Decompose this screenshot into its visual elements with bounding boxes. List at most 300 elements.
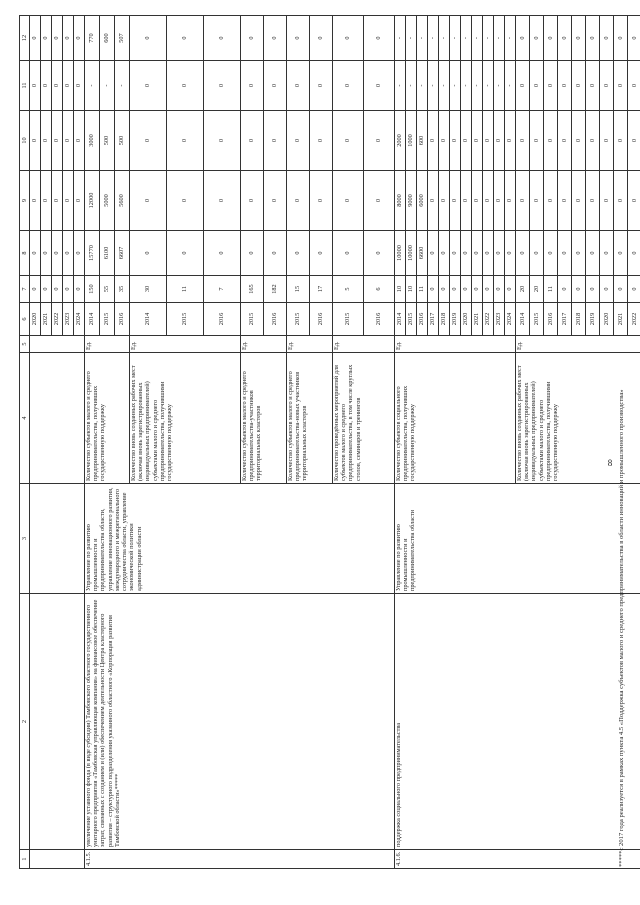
indicator-name: Количество субъектов малого и среднего предпринимательства-участников территориальных кластеров — [241, 353, 287, 484]
value-cell: 600 — [100, 16, 115, 61]
year-cell: 2021 — [614, 303, 628, 336]
value-cell: 0 — [310, 16, 333, 61]
value-cell: - — [494, 16, 505, 61]
value-cell: 0 — [41, 276, 52, 303]
value-cell: 0 — [364, 16, 395, 61]
value-cell: 0 — [586, 276, 600, 303]
value-cell: 0 — [287, 171, 310, 231]
year-cell: 2015 — [333, 303, 364, 336]
value-cell: - — [406, 16, 417, 61]
value-cell: 0 — [483, 111, 494, 171]
value-cell: 0 — [310, 171, 333, 231]
table-row — [395, 16, 406, 869]
value-cell: 0 — [450, 231, 461, 276]
value-cell: 0 — [572, 231, 586, 276]
value-cell: 0 — [130, 61, 167, 111]
value-cell: 0 — [41, 111, 52, 171]
value-cell: 0 — [74, 276, 85, 303]
value-cell: 0 — [628, 231, 640, 276]
value-cell: 11 — [167, 276, 204, 303]
value-cell: 0 — [167, 16, 204, 61]
value-cell: 0 — [516, 171, 530, 231]
value-cell: 0 — [614, 231, 628, 276]
value-cell: 0 — [52, 171, 63, 231]
year-cell: 2022 — [52, 303, 63, 336]
value-cell: 3000 — [85, 111, 100, 171]
value-cell: 0 — [586, 111, 600, 171]
footnote: *****с 2017 года реализуется в рамках пункта 4.5 «Поддержка субъектов малого и среднего предпринимательства в области инноваций и промышленного производства» — [618, 389, 625, 867]
value-cell: 0 — [600, 231, 614, 276]
value-cell: 5000 — [100, 171, 115, 231]
value-cell: 0 — [428, 231, 439, 276]
value-cell: 0 — [628, 111, 640, 171]
value-cell: 17 — [310, 276, 333, 303]
page-number: 8 — [607, 457, 613, 468]
header-cell: 4 — [20, 353, 30, 484]
value-cell: 507 — [115, 16, 130, 61]
value-cell: - — [505, 61, 516, 111]
value-cell: 182 — [264, 276, 287, 303]
value-cell: 0 — [600, 16, 614, 61]
year-cell: 2023 — [494, 303, 505, 336]
value-cell: - — [417, 16, 428, 61]
year-cell: 2020 — [30, 303, 41, 336]
value-cell: 0 — [74, 111, 85, 171]
value-cell: - — [483, 61, 494, 111]
year-cell: 2014 — [516, 303, 530, 336]
section-number: 4.1.5. — [85, 850, 395, 869]
year-cell: 2024 — [74, 303, 85, 336]
value-cell: 0 — [30, 231, 41, 276]
value-cell: 20 — [530, 276, 544, 303]
value-cell: 0 — [63, 276, 74, 303]
value-cell: 0 — [167, 61, 204, 111]
value-cell: - — [483, 16, 494, 61]
year-cell: 2023 — [63, 303, 74, 336]
year-cell: 2015 — [530, 303, 544, 336]
value-cell: - — [395, 16, 406, 61]
value-cell: 0 — [364, 111, 395, 171]
value-cell: 0 — [41, 16, 52, 61]
indicator-name: Количество субъектов социального предпринимательства, получивших государственную поддержку — [395, 353, 516, 484]
section-name: увеличение уставного фонда (в виде субсидии) Тамбовского областного государственного унитарного предприятия «Тамбовская управляющая компания» на финансовое обеспечение затрат, связанных с созданием и (или) обеспечением деятельности Центра кластерного развития – структурного подразделения указанного областного «Корпорация развития Тамбовской области»***** — [85, 594, 395, 850]
value-cell: 0 — [63, 16, 74, 61]
value-cell: 0 — [52, 276, 63, 303]
year-cell: 2016 — [544, 303, 558, 336]
year-cell: 2016 — [204, 303, 241, 336]
value-cell: 0 — [287, 231, 310, 276]
value-cell: - — [406, 61, 417, 111]
table-row — [30, 16, 41, 869]
header-cell: 7 — [20, 276, 30, 303]
year-cell: 2019 — [586, 303, 600, 336]
year-cell: 2015 — [287, 303, 310, 336]
value-cell: 0 — [461, 231, 472, 276]
value-cell: 770 — [85, 16, 100, 61]
value-cell: 0 — [450, 171, 461, 231]
value-cell: 0 — [264, 61, 287, 111]
value-cell: 0 — [472, 231, 483, 276]
year-cell: 2018 — [439, 303, 450, 336]
value-cell: 0 — [428, 276, 439, 303]
value-cell: 0 — [628, 16, 640, 61]
value-cell: 0 — [572, 61, 586, 111]
value-cell: 0 — [558, 276, 572, 303]
value-cell: 0 — [204, 61, 241, 111]
value-cell: 0 — [558, 171, 572, 231]
year-cell: 2017 — [558, 303, 572, 336]
value-cell: 0 — [52, 231, 63, 276]
value-cell: 0 — [41, 61, 52, 111]
value-cell: - — [439, 61, 450, 111]
value-cell: - — [85, 61, 100, 111]
indicator-name: Количество субъектов малого и среднего предпринимательства, получивших государственную поддержку — [85, 353, 130, 484]
value-cell: - — [472, 61, 483, 111]
value-cell: 0 — [74, 171, 85, 231]
value-cell: 0 — [472, 276, 483, 303]
value-cell: 0 — [628, 276, 640, 303]
value-cell: 0 — [558, 111, 572, 171]
value-cell: 11 — [417, 276, 428, 303]
value-cell: 0 — [439, 231, 450, 276]
value-cell: 0 — [505, 231, 516, 276]
value-cell: 0 — [628, 61, 640, 111]
value-cell: 0 — [74, 231, 85, 276]
value-cell: 0 — [472, 111, 483, 171]
year-cell: 2019 — [450, 303, 461, 336]
value-cell: 0 — [167, 231, 204, 276]
value-cell: 0 — [204, 111, 241, 171]
value-cell: 0 — [41, 171, 52, 231]
year-cell: 2015 — [406, 303, 417, 336]
value-cell: 0 — [530, 61, 544, 111]
value-cell: 0 — [52, 111, 63, 171]
value-cell: 0 — [461, 171, 472, 231]
header-cell: 10 — [20, 111, 30, 171]
empty-cell — [30, 484, 85, 594]
value-cell: 0 — [505, 111, 516, 171]
value-cell: 0 — [167, 171, 204, 231]
value-cell: 0 — [130, 111, 167, 171]
value-cell: 0 — [310, 111, 333, 171]
value-cell: 0 — [494, 111, 505, 171]
year-cell: 2021 — [41, 303, 52, 336]
value-cell: 10 — [395, 276, 406, 303]
year-cell: 2024 — [505, 303, 516, 336]
value-cell: 55 — [100, 276, 115, 303]
value-cell: 0 — [439, 276, 450, 303]
value-cell: 0 — [130, 231, 167, 276]
year-cell: 2021 — [472, 303, 483, 336]
value-cell: 0 — [614, 61, 628, 111]
value-cell: 6100 — [100, 231, 115, 276]
value-cell: 0 — [530, 111, 544, 171]
value-cell: 6 — [364, 276, 395, 303]
indicator-name: Количество вновь созданных рабочих мест (включая вновь зарегистрированных индивидуальных предпринимателей) субъектами малого и среднего предпринимательства, получившими государственную поддержку — [130, 353, 241, 484]
year-cell: 2016 — [264, 303, 287, 336]
value-cell: 5600 — [115, 171, 130, 231]
indicator-unit: Ед. — [130, 336, 241, 353]
value-cell: 1000 — [406, 111, 417, 171]
value-cell: 0 — [505, 171, 516, 231]
value-cell: 0 — [586, 231, 600, 276]
value-cell: 0 — [530, 16, 544, 61]
year-cell: 2015 — [167, 303, 204, 336]
header-cell: 9 — [20, 171, 30, 231]
value-cell: 5 — [333, 276, 364, 303]
indicator-unit: Ед. — [241, 336, 287, 353]
year-cell: 2020 — [461, 303, 472, 336]
value-cell: 0 — [439, 111, 450, 171]
value-cell: 0 — [30, 111, 41, 171]
empty-cell — [30, 353, 85, 484]
value-cell: 0 — [558, 231, 572, 276]
empty-cell — [30, 594, 85, 850]
program-table — [19, 15, 640, 869]
value-cell: 10000 — [406, 231, 417, 276]
value-cell: 0 — [600, 61, 614, 111]
value-cell: 0 — [516, 231, 530, 276]
value-cell: 0 — [241, 16, 264, 61]
value-cell: 0 — [30, 276, 41, 303]
value-cell: 0 — [461, 276, 472, 303]
value-cell: 0 — [30, 16, 41, 61]
value-cell: 12000 — [85, 171, 100, 231]
value-cell: 0 — [494, 231, 505, 276]
empty-cell — [30, 850, 85, 869]
value-cell: 0 — [287, 16, 310, 61]
year-cell: 2022 — [628, 303, 640, 336]
program-table-wrapper — [19, 16, 640, 869]
value-cell: 0 — [530, 171, 544, 231]
value-cell: 0 — [310, 61, 333, 111]
value-cell: 0 — [30, 171, 41, 231]
value-cell: 6000 — [417, 171, 428, 231]
table-row — [85, 16, 100, 869]
value-cell: 0 — [287, 61, 310, 111]
year-cell: 2016 — [364, 303, 395, 336]
value-cell: 7 — [204, 276, 241, 303]
value-cell: 10 — [406, 276, 417, 303]
section-name: поддержка социального предпринимательства — [395, 594, 640, 850]
value-cell: 0 — [586, 61, 600, 111]
value-cell: 30 — [130, 276, 167, 303]
value-cell: 0 — [333, 111, 364, 171]
value-cell: 0 — [41, 231, 52, 276]
value-cell: 0 — [572, 16, 586, 61]
value-cell: 0 — [516, 111, 530, 171]
value-cell: 0 — [544, 231, 558, 276]
value-cell: 0 — [483, 171, 494, 231]
value-cell: 0 — [52, 61, 63, 111]
value-cell: - — [461, 61, 472, 111]
value-cell: 0 — [63, 61, 74, 111]
value-cell: 0 — [483, 231, 494, 276]
value-cell: 0 — [264, 171, 287, 231]
value-cell: - — [461, 16, 472, 61]
indicator-unit: Ед. — [516, 336, 640, 353]
value-cell: 0 — [130, 171, 167, 231]
value-cell: 0 — [30, 61, 41, 111]
value-cell: 0 — [204, 16, 241, 61]
value-cell: 0 — [572, 111, 586, 171]
value-cell: 0 — [364, 61, 395, 111]
value-cell: 0 — [558, 61, 572, 111]
header-cell: 6 — [20, 303, 30, 336]
value-cell: 0 — [530, 231, 544, 276]
header-cell: 8 — [20, 231, 30, 276]
year-cell: 2014 — [395, 303, 406, 336]
value-cell: - — [472, 16, 483, 61]
value-cell: - — [439, 16, 450, 61]
value-cell: 15 — [287, 276, 310, 303]
value-cell: 0 — [333, 16, 364, 61]
value-cell: 150 — [85, 276, 100, 303]
year-cell: 2015 — [100, 303, 115, 336]
value-cell: - — [494, 61, 505, 111]
value-cell: 0 — [572, 171, 586, 231]
value-cell: 0 — [494, 171, 505, 231]
value-cell: - — [115, 61, 130, 111]
value-cell: 0 — [572, 276, 586, 303]
header-cell: 3 — [20, 484, 30, 594]
indicator-name: Количество субъектов малого и среднего предпринимательства-новых участников территориальных кластеров — [287, 353, 333, 484]
year-cell: 2015 — [241, 303, 264, 336]
value-cell: - — [505, 16, 516, 61]
value-cell: 0 — [544, 16, 558, 61]
value-cell: 0 — [461, 111, 472, 171]
header-row — [20, 16, 30, 869]
value-cell: 0 — [167, 111, 204, 171]
value-cell: 10000 — [395, 231, 406, 276]
value-cell: 0 — [241, 111, 264, 171]
header-cell: 12 — [20, 16, 30, 61]
value-cell: - — [428, 16, 439, 61]
value-cell: 9000 — [406, 171, 417, 231]
value-cell: 0 — [241, 171, 264, 231]
value-cell: 0 — [310, 231, 333, 276]
value-cell: 165 — [241, 276, 264, 303]
value-cell: - — [450, 61, 461, 111]
value-cell: 0 — [600, 111, 614, 171]
year-cell: 2016 — [310, 303, 333, 336]
value-cell: 0 — [241, 231, 264, 276]
header-cell: 5 — [20, 336, 30, 353]
value-cell: 0 — [428, 171, 439, 231]
value-cell: 0 — [364, 171, 395, 231]
value-cell: 0 — [558, 16, 572, 61]
value-cell: 0 — [63, 231, 74, 276]
indicator-unit: Ед. — [287, 336, 333, 353]
value-cell: 20 — [516, 276, 530, 303]
indicator-name: Количество вновь созданных рабочих мест (включая вновь зарегистрированных индивидуальных предпринимателей) субъектами малого и среднего предпринимательства, получившими государственную поддержку — [516, 353, 640, 484]
value-cell: 0 — [204, 231, 241, 276]
value-cell: 500 — [100, 111, 115, 171]
value-cell: 0 — [63, 111, 74, 171]
value-cell: 11 — [544, 276, 558, 303]
value-cell: 0 — [428, 111, 439, 171]
empty-cell — [30, 336, 85, 353]
value-cell: 0 — [450, 111, 461, 171]
header-cell: 2 — [20, 594, 30, 850]
value-cell: 0 — [483, 276, 494, 303]
year-cell: 2016 — [417, 303, 428, 336]
indicator-name: Количество проведённых мероприятий для субъектов малого и среднего предпринимательства, в том числе круглых столов, семинаров и тренингов — [333, 353, 395, 484]
value-cell: 0 — [472, 171, 483, 231]
value-cell: 0 — [333, 171, 364, 231]
year-cell: 2022 — [483, 303, 494, 336]
value-cell: 0 — [264, 231, 287, 276]
value-cell: - — [450, 16, 461, 61]
value-cell: 0 — [74, 16, 85, 61]
section-number: 4.1.6. — [395, 850, 640, 869]
header-cell: 11 — [20, 61, 30, 111]
value-cell: 0 — [74, 61, 85, 111]
value-cell: 6600 — [417, 231, 428, 276]
year-cell: 2020 — [600, 303, 614, 336]
value-cell: 35 — [115, 276, 130, 303]
year-cell: 2018 — [572, 303, 586, 336]
value-cell: 0 — [264, 16, 287, 61]
value-cell: 0 — [614, 111, 628, 171]
value-cell: 0 — [600, 171, 614, 231]
value-cell: - — [428, 61, 439, 111]
year-cell: 2017 — [428, 303, 439, 336]
indicator-unit: Ед. — [85, 336, 130, 353]
year-cell: 2014 — [130, 303, 167, 336]
value-cell: 0 — [494, 276, 505, 303]
value-cell: 0 — [450, 276, 461, 303]
value-cell: 0 — [333, 61, 364, 111]
value-cell: - — [395, 61, 406, 111]
value-cell: 2000 — [395, 111, 406, 171]
value-cell: 0 — [241, 61, 264, 111]
table-body — [30, 16, 640, 869]
value-cell: 0 — [364, 231, 395, 276]
value-cell: 0 — [505, 276, 516, 303]
indicator-unit: Ед. — [395, 336, 516, 353]
value-cell: 0 — [52, 16, 63, 61]
section-executor: Управление по развитию промышленности и предпринимательства области, управление инновационного развития, международного и межрегионального сотрудничества области, управление экономической политики администрации области — [85, 484, 395, 594]
value-cell: - — [417, 61, 428, 111]
value-cell: 500 — [115, 111, 130, 171]
value-cell: 0 — [586, 171, 600, 231]
value-cell: 0 — [544, 171, 558, 231]
year-cell: 2016 — [115, 303, 130, 336]
value-cell: 0 — [614, 171, 628, 231]
value-cell: 0 — [614, 276, 628, 303]
value-cell: 0 — [204, 171, 241, 231]
value-cell: 0 — [600, 276, 614, 303]
value-cell: 0 — [130, 16, 167, 61]
value-cell: 6607 — [115, 231, 130, 276]
value-cell: 0 — [439, 171, 450, 231]
value-cell: 0 — [516, 16, 530, 61]
value-cell: 0 — [614, 16, 628, 61]
value-cell: 0 — [264, 111, 287, 171]
value-cell: 0 — [287, 111, 310, 171]
value-cell: 600 — [417, 111, 428, 171]
value-cell: 15770 — [85, 231, 100, 276]
value-cell: 0 — [544, 111, 558, 171]
value-cell: 0 — [628, 171, 640, 231]
value-cell: 0 — [586, 16, 600, 61]
value-cell: 8000 — [395, 171, 406, 231]
header-cell: 1 — [20, 850, 30, 869]
value-cell: 0 — [333, 231, 364, 276]
value-cell: 0 — [516, 61, 530, 111]
year-cell: 2014 — [85, 303, 100, 336]
